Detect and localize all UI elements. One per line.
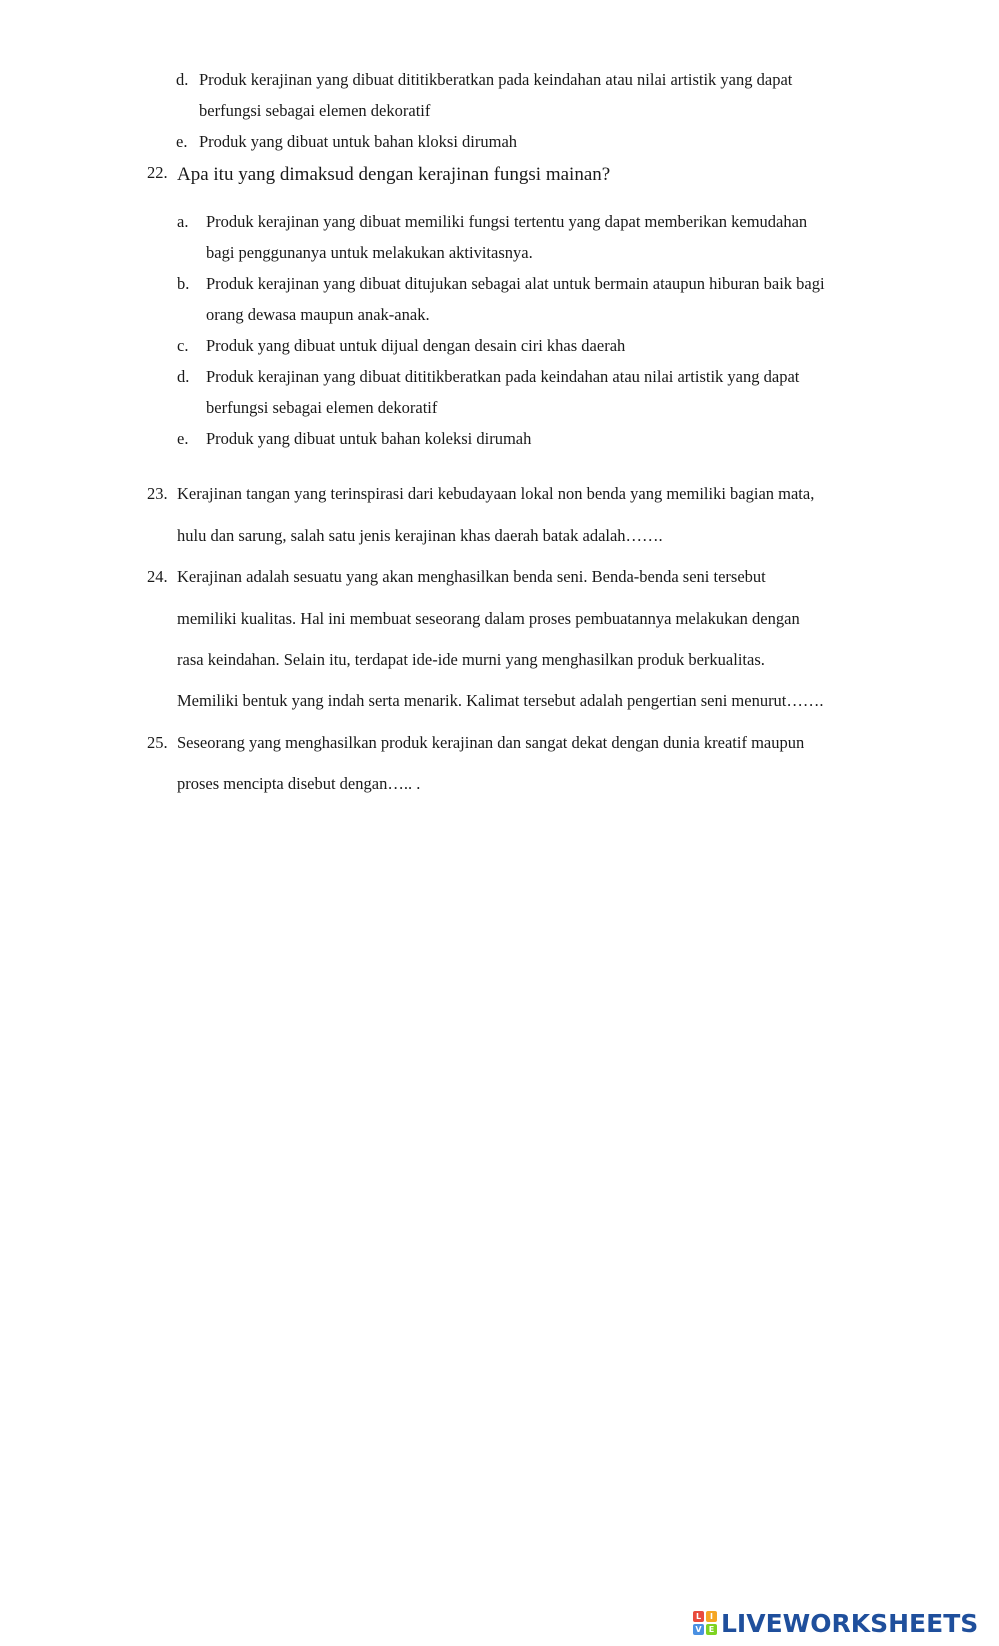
q21-option-d-line-2: berfungsi sebagai elemen dekoratif bbox=[199, 101, 431, 120]
logo-cell-v: V bbox=[693, 1624, 704, 1635]
q22-option-a-line-2: bagi penggunanya untuk melakukan aktivitasnya. bbox=[206, 243, 533, 262]
q23-number: 23. bbox=[147, 484, 168, 503]
q24-line-1: Kerajinan adalah sesuatu yang akan menghasilkan benda seni. Benda-benda seni tersebut bbox=[177, 567, 766, 586]
liveworksheets-logo-text: LIVEWORKSHEETS bbox=[721, 1608, 979, 1638]
logo-cell-e: E bbox=[706, 1624, 717, 1635]
q21-option-d-line-1: Produk kerajinan yang dibuat dititikberatkan pada keindahan atau nilai artistik yang dapat bbox=[199, 70, 793, 89]
q24-line-3: rasa keindahan. Selain itu, terdapat ide-ide murni yang menghasilkan produk berkualitas. bbox=[177, 650, 765, 669]
q22-option-b-line-2: orang dewasa maupun anak-anak. bbox=[206, 305, 430, 324]
q21-option-d-label: d. bbox=[176, 70, 189, 89]
liveworksheets-logo-icon bbox=[693, 1611, 717, 1635]
q22-option-b-line-1: Produk kerajinan yang dibuat ditujukan sebagai alat untuk bermain ataupun hiburan baik bagi bbox=[206, 274, 825, 293]
logo-cell-l: L bbox=[693, 1611, 704, 1622]
q22-option-d-line-1: Produk kerajinan yang dibuat dititikberatkan pada keindahan atau nilai artistik yang dapat bbox=[206, 367, 800, 386]
q24-number: 24. bbox=[147, 567, 168, 586]
q22-option-e-label: e. bbox=[177, 429, 189, 448]
q22-question-text: Apa itu yang dimaksud dengan kerajinan fungsi mainan? bbox=[177, 164, 611, 185]
q22-option-a-label: a. bbox=[177, 212, 189, 231]
logo-cell-i: I bbox=[706, 1611, 717, 1622]
q23-line-1: Kerajinan tangan yang terinspirasi dari kebudayaan lokal non benda yang memiliki bagian mata, bbox=[177, 484, 815, 503]
q22-option-a-line-1: Produk kerajinan yang dibuat memiliki fungsi tertentu yang dapat memberikan kemudahan bbox=[206, 212, 808, 231]
q23-line-2: hulu dan sarung, salah satu jenis kerajinan khas daerah batak adalah……. bbox=[177, 526, 663, 545]
q25-line-2: proses mencipta disebut dengan….. . bbox=[177, 774, 421, 793]
q22-option-b-label: b. bbox=[177, 274, 190, 293]
q22-option-e-line-1: Produk yang dibuat untuk bahan koleksi dirumah bbox=[206, 429, 532, 448]
q22-number: 22. bbox=[147, 163, 168, 182]
q22-option-d-label: d. bbox=[177, 367, 190, 386]
q25-line-1: Seseorang yang menghasilkan produk kerajinan dan sangat dekat dengan dunia kreatif maupun bbox=[177, 733, 805, 752]
q22-option-c-line-1: Produk yang dibuat untuk dijual dengan desain ciri khas daerah bbox=[206, 336, 626, 355]
q24-line-4: Memiliki bentuk yang indah serta menarik. Kalimat tersebut adalah pengertian seni menurut……. bbox=[177, 691, 824, 710]
q21-option-e-label: e. bbox=[176, 132, 188, 151]
q21-option-e-line-1: Produk yang dibuat untuk bahan kloksi dirumah bbox=[199, 132, 518, 151]
liveworksheets-logo bbox=[693, 1609, 978, 1637]
q25-number: 25. bbox=[147, 733, 168, 752]
q22-option-d-line-2: berfungsi sebagai elemen dekoratif bbox=[206, 398, 438, 417]
q22-option-c-label: c. bbox=[177, 336, 189, 355]
q24-line-2: memiliki kualitas. Hal ini membuat seseorang dalam proses pembuatannya melakukan dengan bbox=[177, 609, 800, 628]
